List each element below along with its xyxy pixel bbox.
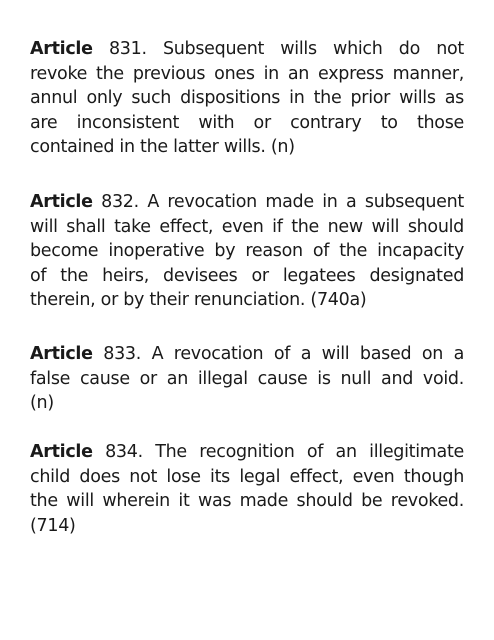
article-label: Article	[30, 192, 93, 212]
article-text: A revocation made in a subsequent	[138, 192, 464, 212]
article-text-line: child does not lose its legal effect, even though	[30, 466, 464, 487]
article-text-line: annul only such dispositions in the prior wills as	[30, 88, 464, 108]
article-text-line: (714)	[30, 515, 76, 536]
article-831	[30, 37, 464, 160]
article-text-line: become inoperative by reason of the incapacity	[30, 241, 464, 261]
article-number: 834.	[105, 442, 143, 462]
article-label: Article	[30, 442, 93, 462]
article-831-line-1	[30, 37, 464, 62]
article-832-line-1	[30, 190, 464, 215]
article-text: Subsequent wills which do not	[146, 39, 464, 59]
article-text-line: revoke the previous ones in an express manner,	[30, 63, 464, 84]
article-833	[30, 342, 464, 416]
article-text-line: contained in the latter wills. (n)	[30, 137, 295, 157]
article-text-line: (n)	[30, 393, 54, 413]
article-label: Article	[30, 39, 93, 59]
article-834	[30, 440, 464, 538]
article-text-line: are inconsistent with or contrary to those	[30, 112, 464, 133]
article-832	[30, 190, 464, 313]
article-number: 833.	[103, 344, 142, 364]
article-text-line: false cause or an illegal cause is null and void.	[30, 368, 464, 389]
article-text: The recognition of an illegitimate	[142, 442, 465, 462]
article-number: 832.	[101, 192, 139, 212]
article-text: A revocation of a will based on a	[141, 344, 464, 364]
article-text-line: the will wherein it was made should be revoked.	[30, 491, 464, 511]
article-834-line-1	[30, 440, 464, 465]
article-text-line: will shall take effect, even if the new will should	[30, 216, 464, 237]
article-833-line-1	[30, 342, 464, 367]
article-label: Article	[30, 344, 93, 364]
article-text-line: therein, or by their renunciation. (740a)	[30, 290, 367, 310]
article-number: 831.	[108, 39, 147, 59]
article-text-line: of the heirs, devisees or legatees designated	[30, 265, 464, 286]
